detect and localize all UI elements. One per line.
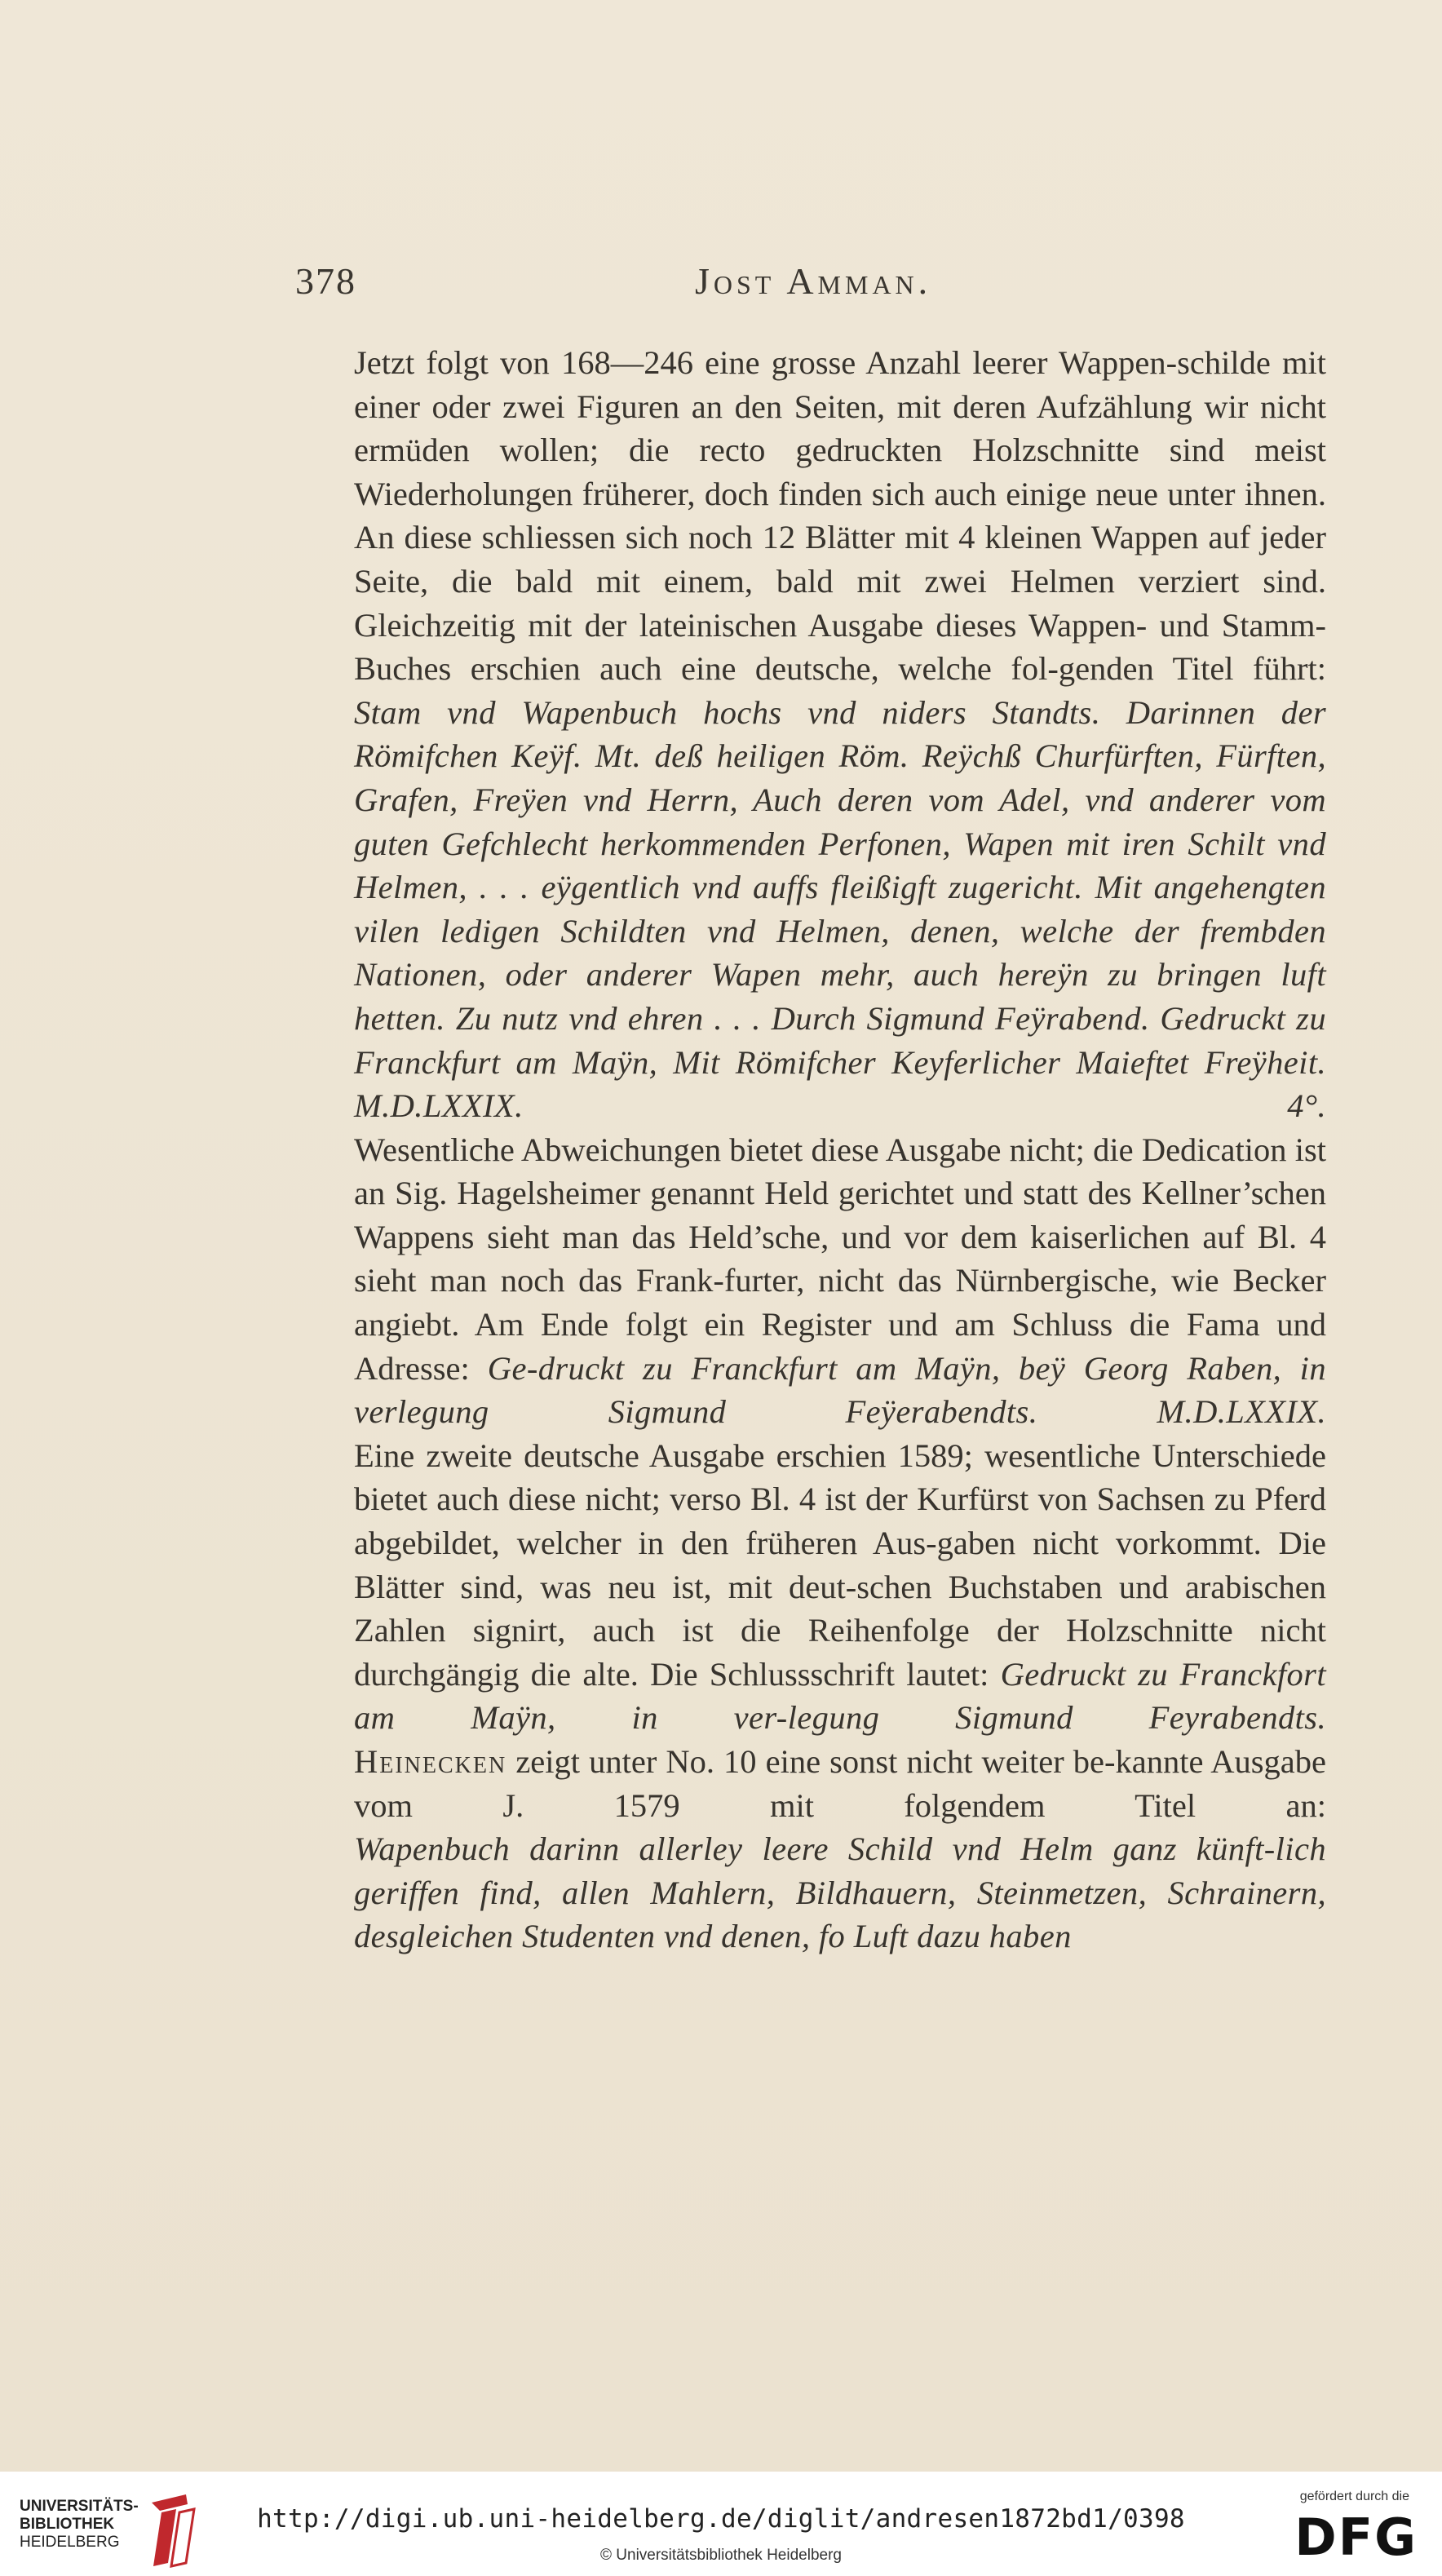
library-name-line1: UNIVERSITÄTS- xyxy=(20,2498,139,2515)
library-name-line2: BIBLIOTHEK xyxy=(20,2516,115,2533)
copyright-notice: © Universitätsbibliothek Heidelberg xyxy=(600,2547,842,2564)
page-header xyxy=(295,259,1329,308)
body-text xyxy=(295,341,1326,1959)
paragraph-4-text: Wesentliche Abweichungen bietet diese Ausgabe nicht; die Dedication ist an Sig. Hagelsheimer genannt Held gerichtet und statt des Kellner’schen Wappens sieht man das Held’sche, und vor dem kaiserlichen auf Bl. 4 sieht man noch das Frank-furter, nicht das Nürnbergische, wie Becker angiebt. Am Ende folgt ein Register und am Schluss die Fama und Adresse: xyxy=(354,1131,1326,1387)
paragraph-5-colophon: Gedruckt zu Franckfort am Maÿn, in ver-legung Sigmund Feyrabendts. xyxy=(354,1655,1326,1737)
viewer-footer xyxy=(0,2472,1442,2576)
funding-note: gefördert durch die xyxy=(1299,2490,1409,2503)
dfg-logo: DFG xyxy=(1294,2507,1418,2567)
paragraph-5-text: Eine zweite deutsche Ausgabe erschien 1589; wesentliche Unterschiede bietet auch diese nicht; verso Bl. 4 ist der Kurfürst von Sachsen zu Pferd abgebildet, welcher in den früheren Aus-gaben nicht vorkommt. Die Blätter sind, was neu ist, mit deut-schen Buchstaben und arabischen Zahlen signirt, auch ist die Reihenfolge der Holzschnitte nicht durchgängig die alte. Die Schlussschrift lautet: xyxy=(354,1436,1326,1693)
paragraph-5 xyxy=(295,1434,1326,1740)
paragraph-4-colophon: Ge-druckt zu Franckfurt am Maÿn, beÿ Georg Raben, in verlegung Sigmund Feÿerabendts. M.D.LXXIX. xyxy=(354,1349,1326,1431)
paragraph-4 xyxy=(295,1128,1326,1434)
document-url-link[interactable]: http://digi.ub.uni-heidelberg.de/diglit/andresen1872bd1/0398 xyxy=(257,2504,1185,2534)
paragraph-1: Jetzt folgt von 168—246 eine grosse Anzahl leerer Wappen-schilde mit einer oder zwei Figuren an den Seiten, mit deren Aufzählung wir nicht ermüden wollen; die recto gedruckten Holzschnitte sind meist Wiederholungen früherer, doch finden sich auch einige neue unter ihnen. An diese schliessen sich noch 12 Blätter mit 4 kleinen Wappen auf jeder Seite, die bald mit einem, bald mit zwei Helmen verziert sind. xyxy=(354,344,1326,600)
paragraph-7-title: Wapenbuch darinn allerley leere Schild vnd Helm ganz künft-lich geriffen find, allen Mahlern, Bildhauern, Steinmetzen, Schrainern, desgleichen Studenten vnd denen, fo Luft dazu haben xyxy=(354,1830,1326,1955)
paragraph-6 xyxy=(295,1740,1326,1827)
author-name: Heinecken xyxy=(354,1743,507,1780)
running-title: Jost Amman. xyxy=(695,260,932,302)
page-number: 378 xyxy=(295,260,356,302)
library-name-line3: HEIDELBERG xyxy=(20,2534,120,2551)
paragraph-6-text: zeigt unter No. 10 eine sonst nicht weiter be-kannte Ausgabe vom J. 1579 mit folgendem Titel an: xyxy=(354,1743,1327,1824)
paragraph-2: Gleichzeitig mit der lateinischen Ausgabe dieses Wappen- und Stamm-Buches erschien auch eine deutsche, welche fol-genden Titel führt: xyxy=(354,606,1326,688)
paragraph-3-title: Stam vnd Wapenbuch hochs vnd niders Standts. Darinnen der Römifchen Keÿf. Mt. deß heiligen Röm. Reÿchß Churfürften, Fürften, Grafen, Freÿen vnd Herrn, Auch deren vom Adel, vnd anderer vom guten Gefchlecht herkommenden Perfonen, Wapen mit iren Schilt vnd Helmen, . . . eÿgentlich vnd auffs fleißigft zugericht. Mit angehengten vilen ledigen Schildten vnd Helmen, denen, welche der frembden Nationen, oder anderer Wapen mehr, auch hereÿn zu bringen luft hetten. Zu nutz vnd ehren . . . Durch Sigmund Feÿrabend. Gedruckt zu Franckfurt am Maÿn, Mit Römifcher Keyferlicher Maieftet Freÿheit. M.D.LXXIX. 4°. xyxy=(354,693,1326,1125)
